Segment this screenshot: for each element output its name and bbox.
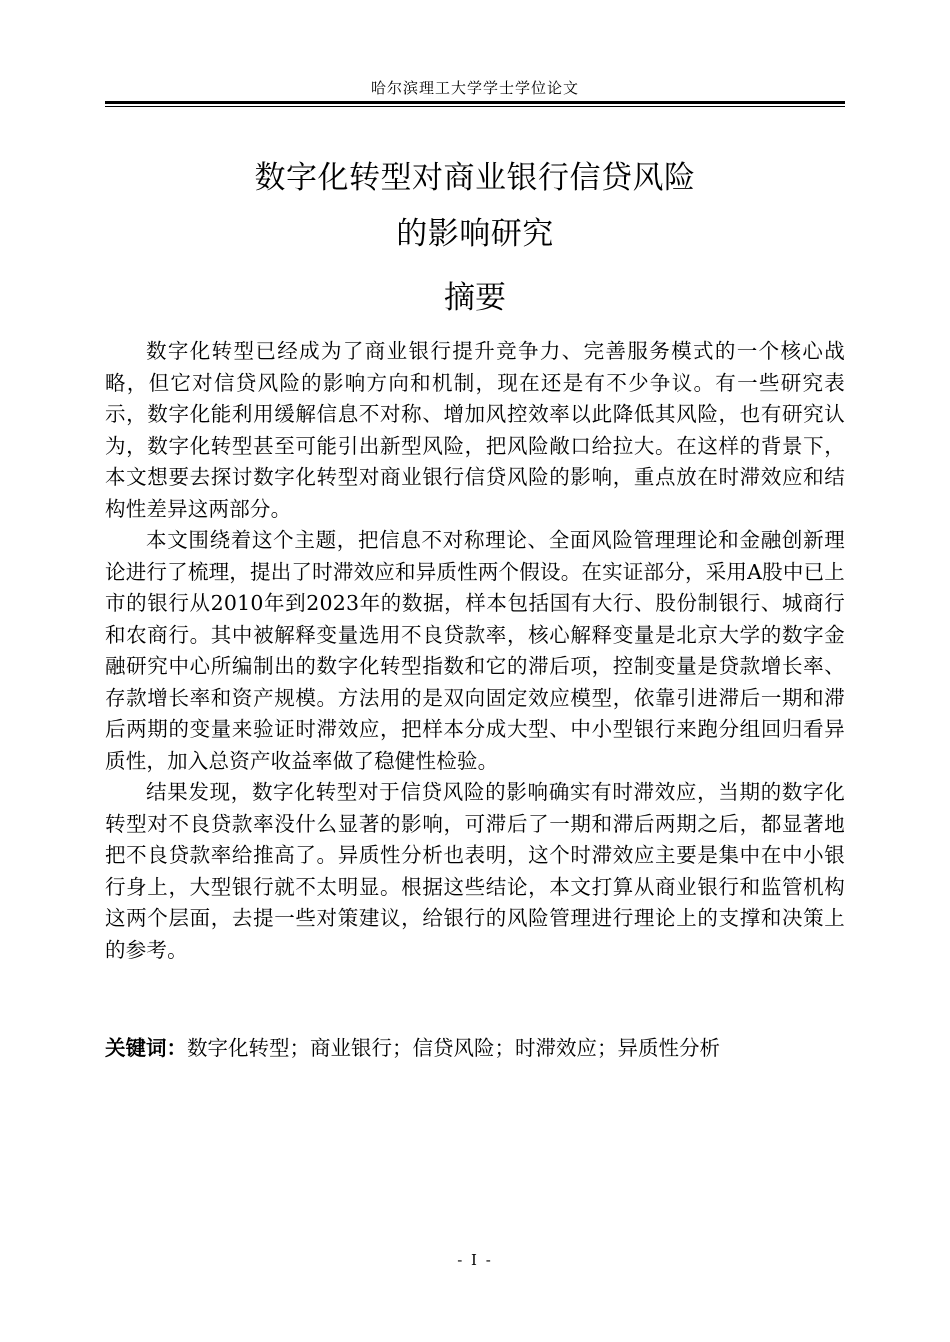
abstract-paragraph-3: 结果发现，数字化转型对于信贷风险的影响确实有时滞效应，当期的数字化转型对不良贷款率没什么显著的影响，可滞后了一期和滞后两期之后，都显著地把不良贷款率给推高了。异质性分析也表明，这个时滞效应主要是集中在中小银行身上，大型银行就不太明显。根据这些结论，本文打算从商业银行和监管机构这两个层面，去提一些对策建议，给银行的风险管理进行理论上的支撑和决策上的参考。 [105, 780, 845, 962]
page-number: - I - [457, 1251, 493, 1269]
keywords-line [105, 1033, 845, 1064]
header-rule-thin [105, 106, 845, 107]
running-header: 哈尔滨理工大学学士学位论文 [370, 79, 579, 97]
thesis-title [105, 150, 845, 262]
keywords-label: 关键词： [105, 1036, 187, 1060]
header-rule-thick [105, 101, 845, 104]
thesis-title-line-1: 数字化转型对商业银行信贷风险 [254, 160, 696, 196]
abstract-heading: 摘要 [444, 280, 506, 316]
abstract-body [105, 336, 845, 966]
abstract-paragraph-2: 本文围绕着这个主题，把信息不对称理论、全面风险管理理论和金融创新理论进行了梳理，提出了时滞效应和异质性两个假设。在实证部分，采用A股中已上市的银行从2010年到2023年的数据，样本包括国有大行、股份制银行、城商行和农商行。其中被解释变量选用不良贷款率，核心解释变量是北京大学的数字金融研究中心所编制出的数字化转型指数和它的滞后项，控制变量是贷款增长率、存款增长率和资产规模。方法用的是双向固定效应模型，依靠引进滞后一期和滞后两期的变量来验证时滞效应，把样本分成大型、中小型银行来跑分组回归看异质性，加入总资产收益率做了稳健性检验。 [105, 528, 845, 773]
thesis-title-line-2: 的影响研究 [396, 216, 554, 252]
keywords-text: 数字化转型；商业银行；信贷风险；时滞效应；异质性分析 [187, 1036, 720, 1060]
abstract-paragraph-1: 数字化转型已经成为了商业银行提升竞争力、完善服务模式的一个核心战略，但它对信贷风险的影响方向和机制，现在还是有不少争议。有一些研究表示，数字化能利用缓解信息不对称、增加风控效率以此降低其风险，也有研究认为，数字化转型甚至可能引出新型风险，把风险敞口给拉大。在这样的背景下，本文想要去探讨数字化转型对商业银行信贷风险的影响，重点放在时滞效应和结构性差异这两部分。 [105, 339, 845, 521]
